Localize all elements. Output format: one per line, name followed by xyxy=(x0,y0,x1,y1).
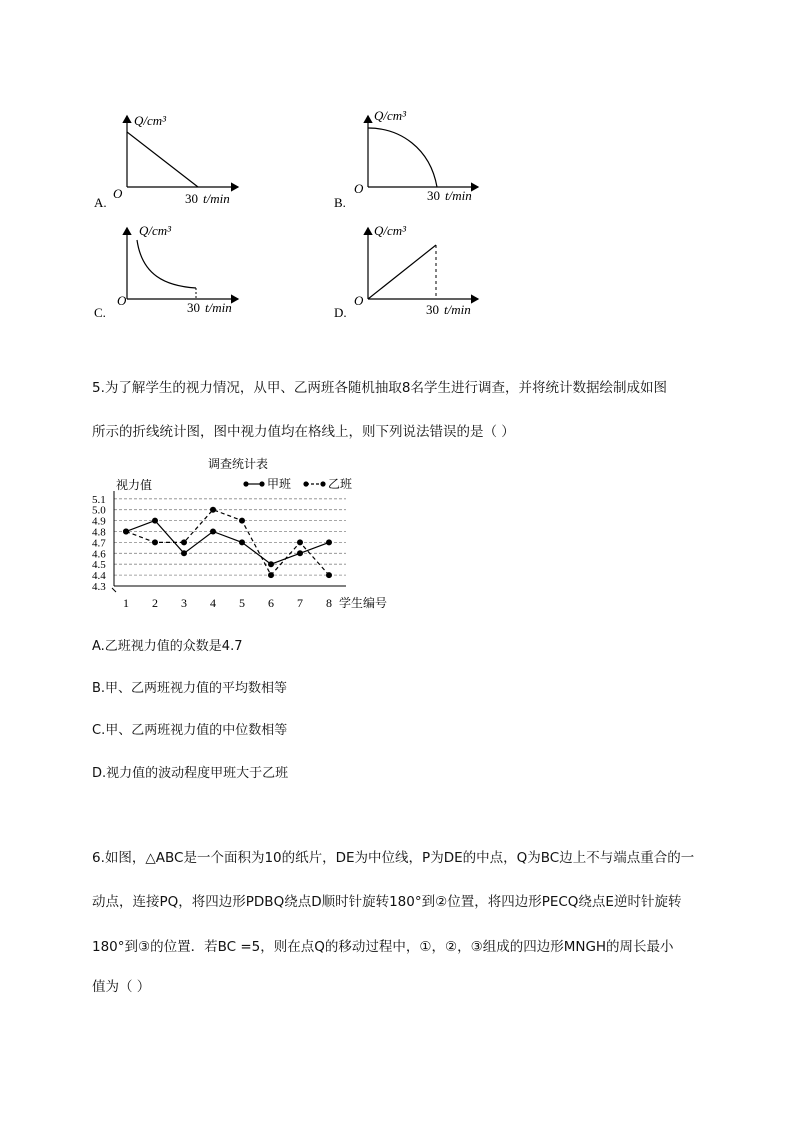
data-point-yi xyxy=(181,539,187,545)
q5-option-c[interactable]: C.甲、乙两班视力值的中位数相等 xyxy=(92,723,288,738)
data-point-yi xyxy=(297,539,303,545)
origin-label: O xyxy=(113,186,123,201)
legend-marker-jia xyxy=(243,481,248,486)
graph-d xyxy=(330,220,510,325)
y-tick-label: 4.5 xyxy=(92,559,106,572)
q5-option-d[interactable]: D.视力值的波动程度甲班大于乙班 xyxy=(92,766,289,781)
y-tick-label: 4.6 xyxy=(92,548,106,561)
q6-stem-line2: 动点，连接PQ，将四边形PDBQ绕点D顺时针旋转180°到②位置，将四边形PECQ绕点E逆时针旋转 xyxy=(92,894,682,910)
option-label-d[interactable]: D. xyxy=(334,305,347,320)
data-point-jia xyxy=(239,539,245,545)
x-tick-label: 5 xyxy=(239,596,245,610)
y-axis-label: Q/cm³ xyxy=(374,108,407,123)
data-point-jia xyxy=(297,550,303,556)
y-tick-label: 4.9 xyxy=(92,515,106,528)
chart-title: 调查统计表 xyxy=(208,457,269,471)
curve-linear-decrease xyxy=(127,132,198,187)
curve-concave-down-decrease xyxy=(368,128,437,187)
curve-linear-increase xyxy=(368,245,436,299)
x-tick-label: 1 xyxy=(123,596,129,610)
q6-stem-line1: 6.如图，△ABC是一个面积为10的纸片，DE为中位线，P为DE的中点，Q为BC边上不与端点重合的一 xyxy=(92,850,695,866)
y-tick-label: 4.4 xyxy=(92,570,106,583)
graph-c xyxy=(90,220,270,325)
data-point-yi xyxy=(210,507,216,513)
x-tick-label: 4 xyxy=(210,596,216,610)
x-tick-label: 6 xyxy=(268,596,274,610)
y-axis-label: 视力值 xyxy=(116,478,153,492)
option-label-c[interactable]: C. xyxy=(94,305,106,320)
x-axis-label: t/min xyxy=(445,188,472,203)
option-label-a[interactable]: A. xyxy=(94,195,107,210)
q5-stem-line1: 5.为了解学生的视力情况，从甲、乙两班各随机抽取8名学生进行调查，并将统计数据绘制成如图 xyxy=(92,380,667,396)
x-tick-label: 30 xyxy=(427,188,440,203)
y-tick-label: 5.1 xyxy=(92,493,106,506)
legend-marker-jia xyxy=(259,481,264,486)
data-point-jia xyxy=(326,539,332,545)
origin-label: O xyxy=(354,181,364,196)
q5-option-b[interactable]: B.甲、乙两班视力值的平均数相等 xyxy=(92,681,288,696)
option-label-b[interactable]: B. xyxy=(334,195,346,210)
data-point-yi xyxy=(152,539,158,545)
axis-break-mark xyxy=(112,588,116,592)
data-point-jia xyxy=(210,529,216,535)
q5-option-a[interactable]: A.乙班视力值的众数是4.7 xyxy=(92,639,243,654)
q5-stem-line2: 所示的折线统计图，图中视力值均在格线上，则下列说法错误的是（ ） xyxy=(92,424,515,440)
data-point-jia xyxy=(268,561,274,567)
curve-convex-decrease xyxy=(137,240,196,288)
legend-marker-yi xyxy=(320,481,325,486)
y-axis-label: Q/cm³ xyxy=(134,113,167,128)
data-point-yi xyxy=(268,572,274,578)
legend-marker-yi xyxy=(303,481,308,486)
q6-stem-line3: 180°到③的位置．若BC =5，则在点Q的移动过程中，①，②，③组成的四边形MNGH的周长最小 xyxy=(92,939,674,955)
legend-label-yi: 乙班 xyxy=(328,477,353,491)
x-axis-label: 学生编号 xyxy=(339,596,388,610)
y-tick-label: 4.8 xyxy=(92,526,106,539)
survey-line-chart xyxy=(90,455,400,615)
x-tick-label: 3 xyxy=(181,596,187,610)
x-axis-label: t/min xyxy=(203,191,230,206)
data-point-jia xyxy=(181,550,187,556)
y-axis-label: Q/cm³ xyxy=(139,223,172,238)
origin-label: O xyxy=(117,293,127,308)
graph-a xyxy=(90,108,270,213)
x-tick-label: 8 xyxy=(326,596,332,610)
legend-label-jia: 甲班 xyxy=(267,477,292,491)
data-point-yi xyxy=(239,518,245,524)
data-point-jia xyxy=(152,518,158,524)
x-axis-label: t/min xyxy=(205,300,232,315)
x-tick-label: 2 xyxy=(152,596,158,610)
x-tick-label: 7 xyxy=(297,596,303,610)
data-point-yi xyxy=(326,572,332,578)
y-tick-label: 5.0 xyxy=(92,504,106,517)
y-tick-label: 4.3 xyxy=(92,581,106,593)
y-axis-label: Q/cm³ xyxy=(374,223,407,238)
x-tick-label: 30 xyxy=(185,191,198,206)
y-tick-label: 4.7 xyxy=(92,537,106,550)
x-tick-label: 30 xyxy=(187,300,200,315)
x-tick-label: 30 xyxy=(426,302,439,317)
q6-stem-line4: 值为（ ） xyxy=(92,979,151,995)
data-point-yi xyxy=(123,529,129,535)
origin-label: O xyxy=(354,293,364,308)
x-axis-label: t/min xyxy=(444,302,471,317)
graph-b xyxy=(330,108,510,213)
